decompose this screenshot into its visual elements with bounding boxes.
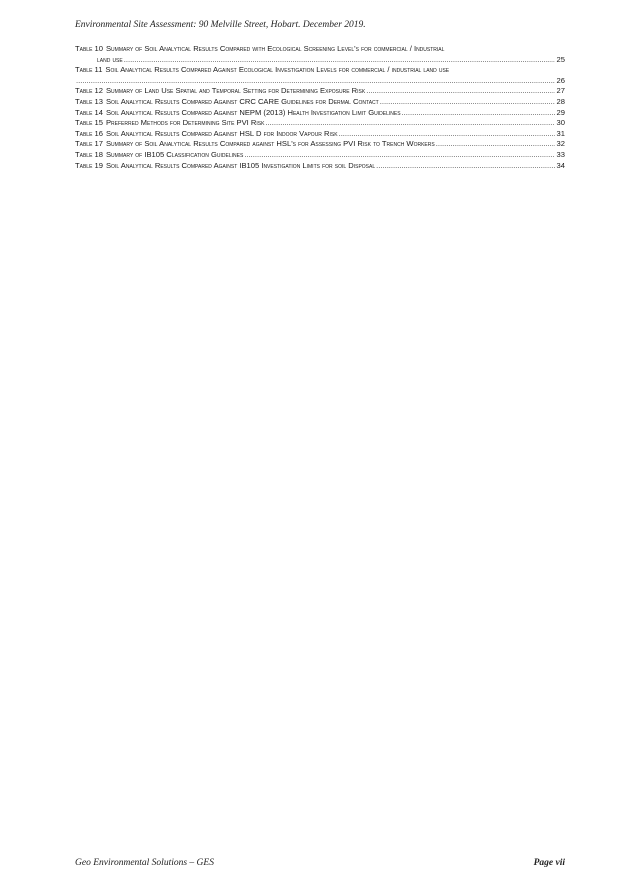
toc-entry-title: Summary of Soil Analytical Results Compared against HSL's for Assessing PVI Risk to Trench Workers: [105, 139, 435, 149]
toc-entry-page: 31: [556, 128, 565, 138]
toc-entry-table-15[interactable]: [75, 118, 565, 129]
toc-leader-dots: [436, 139, 555, 150]
toc-entry-page: 27: [556, 86, 565, 96]
table-of-tables: [75, 44, 565, 171]
toc-entry-page: 33: [556, 149, 565, 159]
toc-entry-label: Table 14: [75, 107, 103, 117]
toc-leader-dots: [376, 161, 554, 172]
toc-entry-table-10[interactable]: [75, 44, 565, 65]
toc-entry-title: Summary of IB105 Classification Guidelines: [105, 149, 244, 159]
toc-entry-page: 30: [556, 118, 565, 128]
toc-leader-dots: [402, 108, 555, 119]
toc-entry-title: Soil Analytical Results Compared Against HSL D for Indoor Vapour Risk: [105, 128, 338, 138]
toc-entry-title: Preferred Methods for Determining Site PVI Risk: [105, 118, 265, 128]
toc-leader-dots: [124, 55, 555, 66]
toc-entry-table-19[interactable]: [75, 161, 565, 172]
toc-entry-table-11[interactable]: [75, 65, 565, 86]
toc-entry-label: Table 10: [75, 44, 103, 53]
toc-entry-label: Table 16: [75, 128, 103, 138]
toc-leader-dots: [76, 76, 555, 87]
toc-entry-label: Table 18: [75, 149, 103, 159]
toc-entry-label: Table 17: [75, 139, 103, 149]
toc-entry-label: Table 12: [75, 86, 103, 96]
toc-entry-label: Table 13: [75, 96, 103, 106]
toc-entry-label: Table 11: [75, 65, 103, 75]
toc-entry-table-17[interactable]: [75, 139, 565, 150]
toc-entry-title: Summary of Soil Analytical Results Compared with Ecological Screening Level's for commercial / Industrial: [105, 44, 445, 53]
toc-leader-dots: [366, 86, 554, 97]
toc-leader-dots: [380, 97, 555, 108]
toc-entry-table-16[interactable]: [75, 129, 565, 140]
toc-entry-page: 26: [556, 75, 565, 85]
toc-entry-page: 32: [556, 139, 565, 149]
toc-leader-dots: [244, 150, 554, 161]
toc-entry-label: Table 15: [75, 118, 103, 128]
toc-entry-page: 34: [556, 160, 565, 170]
toc-entry-page: 25: [556, 54, 565, 64]
toc-leader-dots: [339, 129, 555, 140]
toc-entry-title: Soil Analytical Results Compared Against CRC CARE Guidelines for Dermal Contact: [105, 96, 379, 106]
toc-entry-table-18[interactable]: [75, 150, 565, 161]
page-number: Page vii: [533, 858, 565, 868]
toc-leader-dots: [265, 118, 554, 129]
toc-entry-page: 28: [556, 96, 565, 106]
toc-entry-title: Soil Analytical Results Compared Against NEPM (2013) Health Investigation Limit Guidelines: [105, 107, 401, 117]
toc-entry-table-12[interactable]: [75, 86, 565, 97]
toc-entry-table-14[interactable]: [75, 108, 565, 119]
toc-entry-title-continued: land use: [97, 54, 123, 64]
toc-entry-title: Summary of Land Use Spatial and Temporal Setting for Determining Exposure Risk: [105, 86, 366, 96]
toc-entry-title: Soil Analytical Results Compared Against IB105 Investigation Limits for soil Disposal: [105, 160, 376, 170]
toc-entry-title: Soil Analytical Results Compared Against Ecological Investigation Levels for commercial / industrial land use: [105, 65, 450, 75]
toc-entry-table-13[interactable]: [75, 97, 565, 108]
page-footer-company: Geo Environmental Solutions – GES: [75, 858, 214, 868]
page-header: Environmental Site Assessment: 90 Melville Street, Hobart. December 2019.: [75, 20, 366, 30]
toc-entry-label: Table 19: [75, 160, 103, 170]
toc-entry-page: 29: [556, 107, 565, 117]
